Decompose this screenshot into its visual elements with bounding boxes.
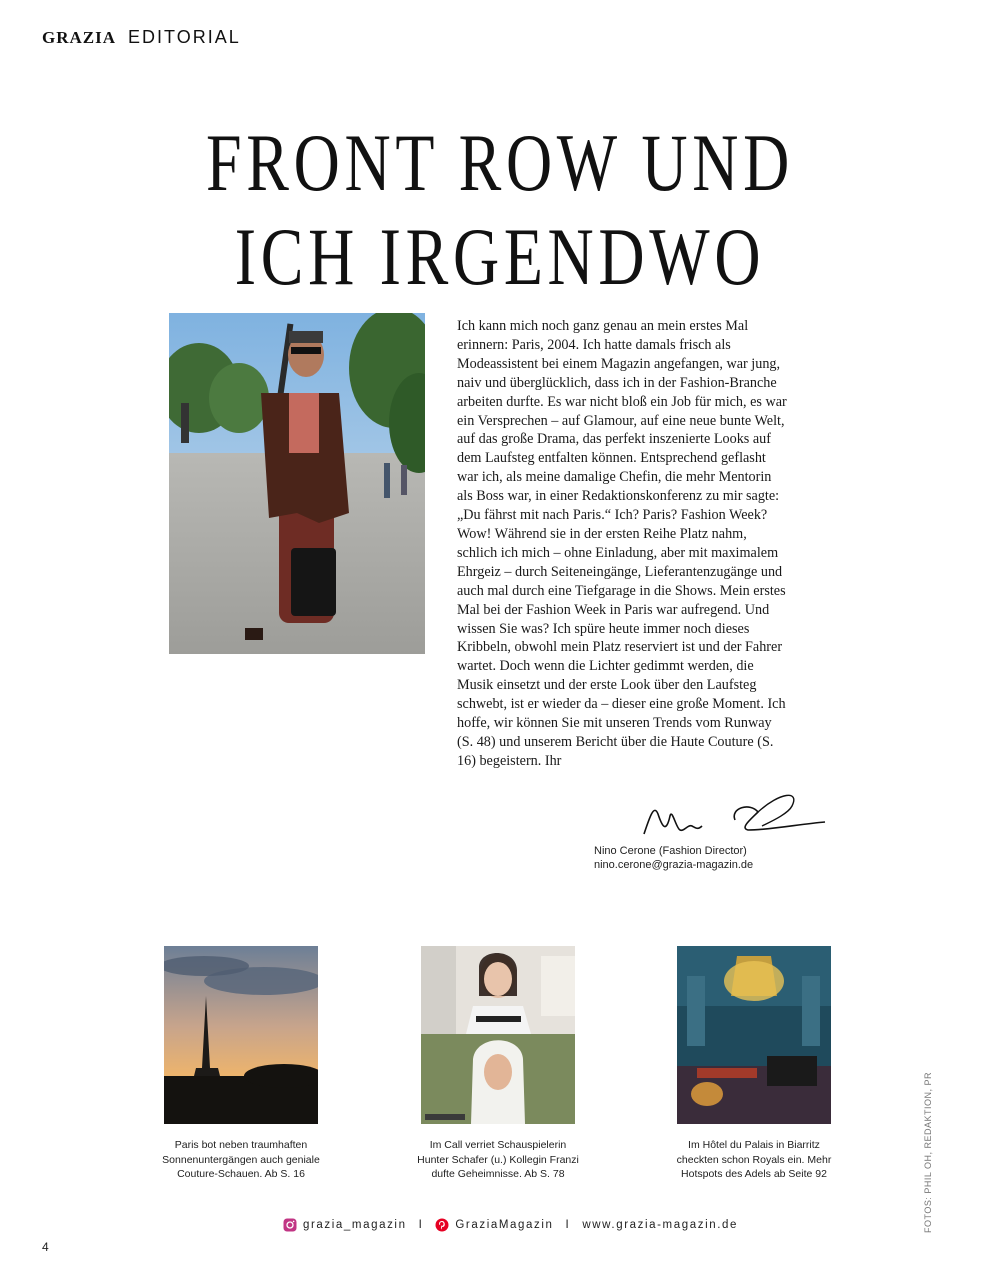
caption-call — [408, 1138, 588, 1182]
page-number: 4 — [42, 1240, 49, 1254]
footer-separator: I — [418, 1219, 424, 1231]
photo-credit: FOTOS: PHIL OH, REDAKTION, PR — [923, 1071, 933, 1233]
section-label: EDITORIAL — [128, 27, 241, 47]
video-call-bottom — [421, 1034, 575, 1124]
author-name: Nino Cerone (Fashion Director) — [594, 845, 747, 857]
website-link[interactable]: www.grazia-magazin.de — [582, 1219, 739, 1231]
caption-line: dufte Geheimnisse. Ab S. 78 — [431, 1168, 565, 1180]
video-call-photo — [421, 946, 575, 1124]
hotel-interior-photo — [677, 946, 831, 1124]
footer-separator: I — [565, 1219, 571, 1231]
caption-line: Im Hôtel du Palais in Biarritz — [688, 1139, 820, 1151]
page-header — [42, 27, 241, 48]
caption-line: checkten schon Royals ein. Mehr — [676, 1153, 832, 1166]
paris-sunset-photo — [164, 946, 318, 1124]
caption-line: Paris bot neben traumhaften — [174, 1139, 308, 1151]
pinterest-icon[interactable] — [435, 1218, 449, 1232]
signature-image — [640, 786, 830, 846]
caption-line: Hunter Schafer (u.) Kollegin Franzi — [417, 1153, 579, 1166]
instagram-icon[interactable] — [283, 1218, 297, 1232]
instagram-handle[interactable]: grazia_magazin — [303, 1219, 407, 1231]
pinterest-handle[interactable]: GraziaMagazin — [455, 1219, 554, 1231]
caption-line: Im Call verriet Schauspielerin — [429, 1139, 567, 1151]
caption-line: Couture-Schauen. Ab S. 16 — [177, 1168, 305, 1180]
page-title — [110, 116, 890, 304]
social-footer — [283, 1218, 738, 1232]
caption-line: Hotspots des Adels ab Seite 92 — [681, 1168, 827, 1180]
title-line-1: FRONT ROW UND — [206, 117, 794, 208]
video-call-top — [421, 946, 575, 1034]
caption-hotel — [664, 1138, 844, 1182]
main-photo — [169, 313, 425, 654]
title-line-2: ICH IRGENDWO — [234, 211, 766, 302]
caption-line: Sonnenuntergängen auch geniale — [162, 1153, 320, 1166]
author-email[interactable]: nino.cerone@grazia-magazin.de — [594, 859, 754, 871]
editorial-body-text: Ich kann mich noch ganz genau an mein erstes Mal erinnern: Paris, 2004. Ich hatte damals frisch als Modeassistent bei einem Magazin angefangen, war jung, naiv und überglücklich, dass ich in der Fashion-Branche arbeiten durfte. Es war nicht bloß ein Job für mich, es war ein Versprechen – auf Glamour, auf eine neue bunte Welt, auf das große Drama, das perfekt inszenierte Looks auf dem Laufsteg entfalten können. Entsprechend geflasht war ich, als meine damalige Chefin, die mehr Mentorin als Boss war, in einer Redaktionskonferenz zu mir sagte: „Du fährst mit nach Paris.“ Ich? Paris? Fashion Week? Wow! Während sie in der ersten Reihe Platz nahm, schlich ich mich – ohne Einladung, aber mit maximalem Ehrgeiz – durch Seiteneingänge, Lieferantenzugänge und auch mal durch eine Tiefgarage in die Shows. Mein erstes Mal bei der Fashion Week in Paris war aufregend. Und wissen Sie was? Ich spüre heute immer noch dieses Kribbeln, obwohl mein Platz reserviert ist und der Fahrer wartet. Doch wenn die Lichter gedimmt werden, die Musik einsetzt und der erste Look über den Laufsteg schwebt, ist er wieder da – dieser eine große Moment. Ich hoffe, wir können Sie mit unseren Trends vom Runway (S. 48) und unserem Bericht über die Haute Couture (S. 16) begeistern. Ihr — [457, 318, 787, 769]
brand-logo: GRAZIA — [42, 28, 117, 47]
caption-paris — [151, 1138, 331, 1182]
